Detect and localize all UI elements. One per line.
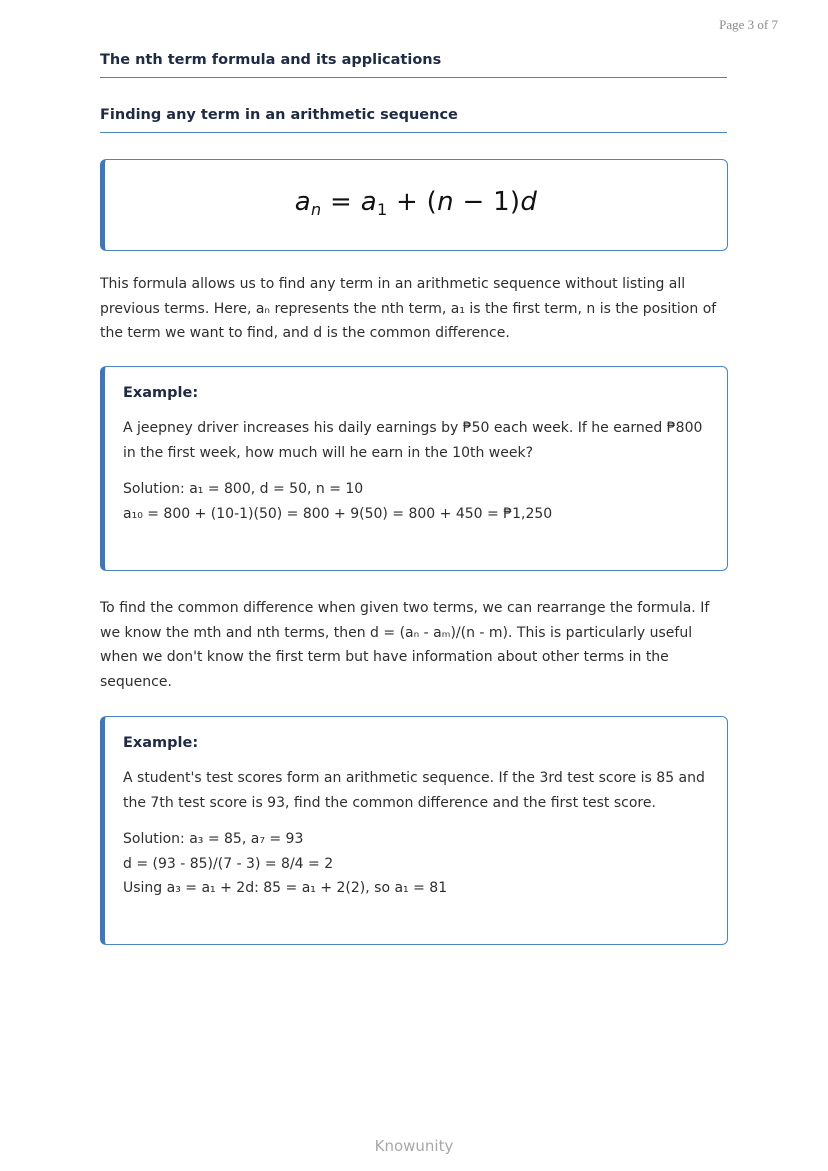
- common-difference-paragraph: To find the common difference when given two terms, we can rearrange the formula. If we know the mth and nth terms, then d = (aₙ - aₘ)/(n - m). This is particularly useful when we don't know the first term but have information about other terms in the sequence.: [100, 600, 710, 690]
- subsection-heading: Finding any term in an arithmetic sequence: [100, 107, 727, 133]
- example-solution: [123, 827, 711, 901]
- example-title: Example:: [123, 385, 199, 401]
- solution-line: Solution: a₃ = 85, a₇ = 93: [123, 831, 304, 847]
- nth-term-formula: $a_n = a_1 + (n - 1)d$: [294, 187, 538, 219]
- section-heading: The nth term formula and its applications: [100, 52, 727, 78]
- example-box-test-scores: [100, 716, 728, 945]
- solution-line: d = (93 - 85)/(7 - 3) = 8/4 = 2: [123, 855, 334, 872]
- footer-brand: Knowunity: [374, 1137, 454, 1155]
- example-text: A jeepney driver increases his daily earnings by ₱50 each week. If he earned ₱800 in the first week, how much will he earn in the 10th week?: [123, 420, 703, 461]
- example-title: Example:: [123, 735, 199, 751]
- solution-line: Solution: a₁ = 800, d = 50, n = 10: [123, 481, 364, 497]
- formula-box: [100, 159, 728, 251]
- example-solution: [123, 477, 711, 526]
- intro-paragraph: This formula allows us to find any term in an arithmetic sequence without listing all previous terms. Here, aₙ represents the nth term, a₁ is the first term, n is the position of the term we want to find, and d is the common difference.: [100, 276, 717, 341]
- solution-line: Using a₃ = a₁ + 2d: 85 = a₁ + 2(2), so a₁ = 81: [123, 880, 448, 896]
- page-number: Page 3 of 7: [719, 17, 778, 32]
- example-text: A student's test scores form an arithmetic sequence. If the 3rd test score is 85 and the 7th test score is 93, find the common difference and the first test score.: [123, 770, 705, 811]
- example-box-jeepney: [100, 366, 728, 571]
- solution-line: a₁₀ = 800 + (10-1)(50) = 800 + 9(50) = 800 + 450 = ₱1,250: [123, 505, 553, 522]
